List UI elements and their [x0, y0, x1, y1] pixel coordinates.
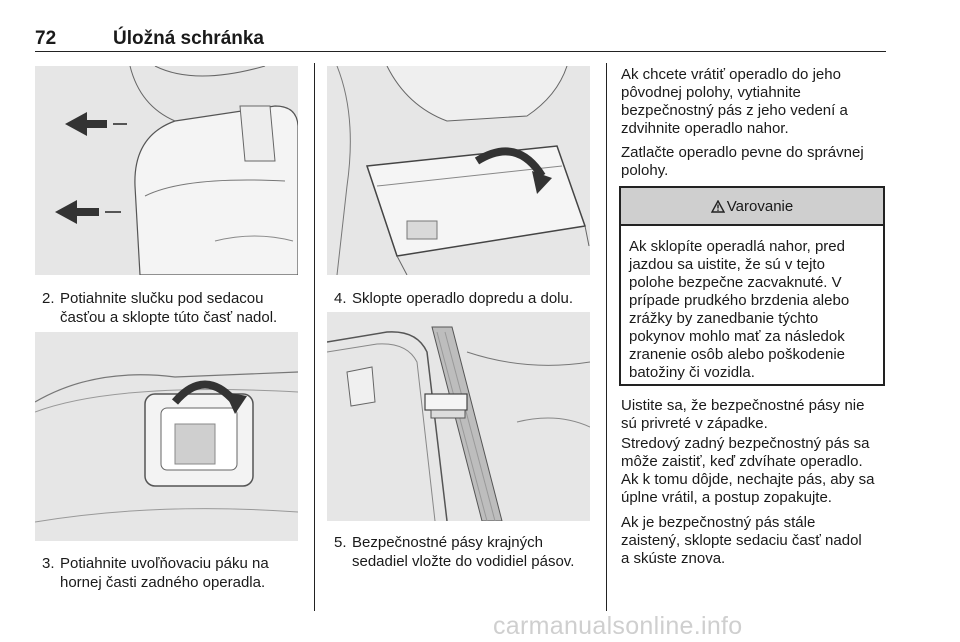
step-number: 5.	[334, 534, 347, 551]
step-line: Sklopte operadlo dopredu a dolu.	[352, 290, 574, 307]
text-line: zaistený, sklopte sedaciu časť nadol	[621, 532, 862, 549]
text-line: a skúste znova.	[621, 550, 726, 567]
text-line: Ak chcete vrátiť operadlo do jeho	[621, 66, 841, 83]
folded-seatback-illustration	[327, 66, 590, 275]
center-belt-paragraph	[621, 435, 889, 507]
header-rule	[35, 51, 886, 52]
text-line: batožiny či vozidla.	[629, 364, 755, 381]
step-line: Bezpečnostné pásy krajných	[352, 534, 543, 551]
step-text	[352, 533, 574, 571]
release-lever-illustration	[35, 332, 298, 541]
belt-locked-paragraph	[621, 514, 889, 568]
step-line: Potiahnite slučku pod sedacou	[60, 290, 264, 307]
seat-cushion-illustration	[35, 66, 298, 275]
text-line: Ak sklopíte operadlá nahor, pred	[629, 238, 845, 255]
warning-triangle-icon	[711, 200, 725, 213]
step-number: 3.	[42, 555, 55, 572]
text-line: pôvodnej polohy, vytiahnite	[621, 84, 801, 101]
text-line: bezpečnostný pás z jeho vedení a	[621, 102, 848, 119]
text-line: polohe bezpečne zacvaknuté. V	[629, 274, 842, 291]
step-text	[352, 289, 573, 308]
column-divider	[606, 63, 607, 611]
column-divider	[314, 63, 315, 611]
step-text	[60, 554, 269, 592]
text-line: zdvihnite operadlo nahor.	[621, 120, 789, 137]
text-line: zranenie osôb alebo poškodenie	[629, 346, 845, 363]
text-line: Ak je bezpečnostný pás stále	[621, 514, 816, 531]
text-line: Zatlačte operadlo pevne do správnej	[621, 144, 864, 161]
step-line: časťou a sklopte túto časť nadol.	[60, 309, 278, 326]
warning-title: Varovanie	[726, 197, 794, 215]
text-line: úplne vrátil, a postup zopakujte.	[621, 489, 832, 506]
text-line: Stredový zadný bezpečnostný pás sa	[621, 435, 870, 452]
step-line: hornej časti zadného operadla.	[60, 574, 266, 591]
step-line: Potiahnite uvoľňovaciu páku na	[60, 555, 269, 572]
page-title: Úložná schránka	[113, 28, 264, 49]
text-line: zrážky by zanedbanie týchto	[629, 310, 819, 327]
text-line: prípade prudkého brzdenia alebo	[629, 292, 850, 309]
step-number: 4.	[334, 290, 347, 307]
text-line: sú privreté v západke.	[621, 415, 768, 432]
text-line: jazdou sa uistite, že sú v tejto	[629, 256, 825, 273]
check-belts-paragraph	[621, 397, 889, 433]
text-line: Ak k tomu dôjde, nechajte pás, aby sa	[621, 471, 875, 488]
watermark: carmanualsonline.info	[493, 612, 743, 640]
belt-guide-illustration	[327, 312, 590, 521]
text-line: môže zaistiť, keď zdvíhate operadlo.	[621, 453, 863, 470]
step-text	[60, 289, 277, 327]
text-line: polohy.	[621, 162, 669, 179]
warning-box	[619, 186, 885, 386]
text-line: Uistite sa, že bezpečnostné pásy nie	[621, 397, 865, 414]
warning-header	[621, 188, 883, 226]
return-seatback-paragraph	[621, 66, 889, 138]
step-line: sedadiel vložte do vodidiel pásov.	[352, 553, 575, 570]
text-line: pokynov mohlo mať za následok	[629, 328, 845, 345]
push-seatback-paragraph	[621, 144, 889, 180]
step-number: 2.	[42, 290, 55, 307]
page-number: 72	[35, 28, 57, 49]
warning-text	[621, 226, 883, 382]
